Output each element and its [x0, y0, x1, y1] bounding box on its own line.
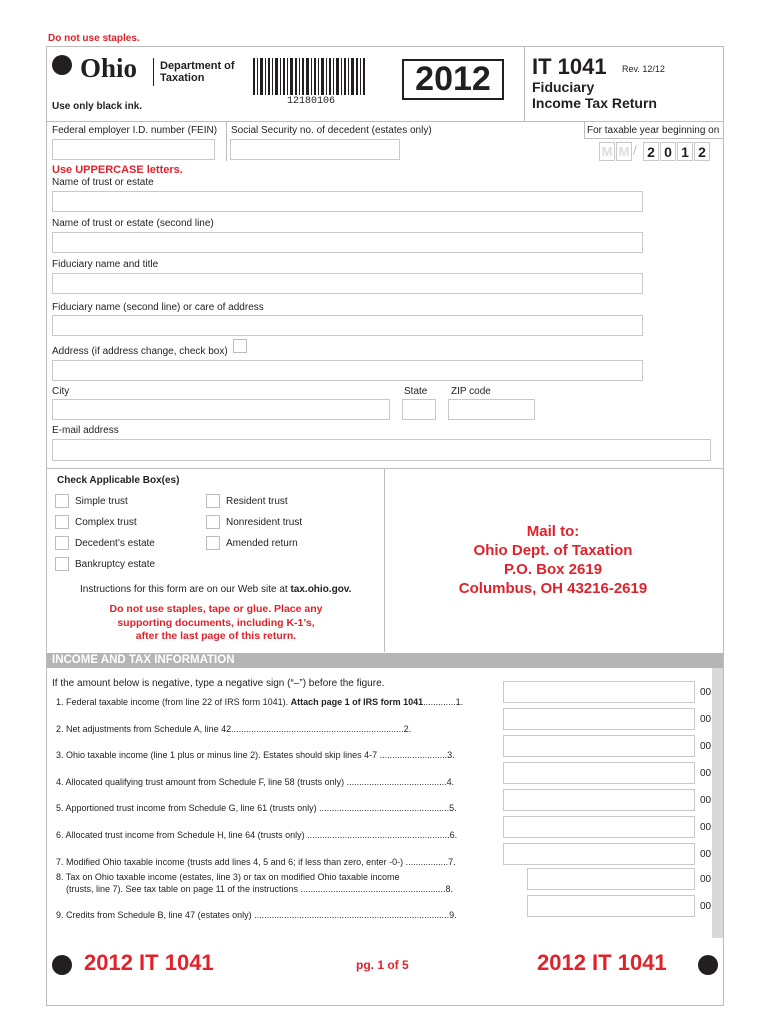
ssn-input[interactable]	[230, 139, 400, 160]
line-1-bold: Attach page 1 of IRS form 1041	[290, 697, 424, 707]
year-digit-text-3: 1	[681, 144, 689, 160]
barcode	[253, 58, 365, 95]
line-8-label-a: 8. Tax on Ohio taxable income (estates, line 3) or tax on modified Ohio taxable income	[56, 872, 400, 882]
line-6-amount[interactable]	[503, 816, 695, 838]
line-4-label: 4. Allocated qualifying trust amount from Schedule F, line 58 (trusts only) ........................................4.	[56, 777, 455, 787]
month-placeholder-1: M	[601, 144, 613, 159]
name2-input[interactable]	[52, 232, 643, 253]
date-slash: /	[633, 143, 637, 158]
ohio-logo: Ohio	[80, 53, 138, 83]
line-9-label: 9. Credits from Schedule B, line 47 (estates only) ..............................................................................9.	[56, 910, 457, 920]
name-input[interactable]	[52, 191, 643, 212]
instructions-site-link[interactable]: tax.ohio.gov.	[290, 584, 352, 595]
fiduciary2-label: Fiduciary name (second line) or care of address	[52, 302, 264, 313]
line-6-label: 6. Allocated trust income from Schedule H, line 64 (trusts only) .........................................................6.	[56, 830, 458, 840]
revision: Rev. 12/12	[622, 64, 665, 74]
fein-input[interactable]	[52, 139, 215, 160]
amended-return-checkbox[interactable]	[206, 536, 220, 550]
resident-trust-checkbox[interactable]	[206, 494, 220, 508]
checkbox-heading: Check Applicable Box(es)	[57, 475, 180, 486]
line-7-label: 7. Modified Ohio taxable income (trusts add lines 4, 5 and 6; if less than zero, enter -0-) .................7.	[56, 857, 456, 867]
line-2-cents: 00	[700, 714, 712, 725]
line-5-amount[interactable]	[503, 789, 695, 811]
city-label: City	[52, 386, 70, 397]
resident-trust-label: Resident trust	[226, 496, 288, 507]
decedents-estate-label: Decedent’s estate	[75, 538, 155, 549]
attachments-note	[48, 603, 384, 644]
taxation-label: Taxation	[160, 72, 205, 84]
identity-bottom-rule	[47, 468, 723, 469]
line-1-pre: 1. Federal taxable income (from line 22 of IRS form 1041).	[56, 697, 291, 707]
fein-label: Federal employer I.D. number (FEIN)	[52, 125, 218, 136]
taxable-year-label: For taxable year beginning on	[587, 125, 720, 136]
year-label: 2012	[415, 60, 491, 98]
address-change-checkbox[interactable]	[233, 339, 247, 353]
name-label: Name of trust or estate	[52, 177, 154, 188]
year-digit-2[interactable]	[660, 142, 676, 161]
form-title-line1: Fiduciary	[532, 79, 595, 95]
line-8-amount[interactable]	[527, 868, 695, 890]
footer-form-id-left: 2012 IT 1041	[84, 950, 214, 975]
right-gray-strip	[712, 668, 723, 938]
city-input[interactable]	[52, 399, 390, 420]
logo-divider	[153, 58, 154, 86]
line-8-cents: 00	[700, 874, 712, 885]
line-2-label: 2. Net adjustments from Schedule A, line 42.....................................................................2.	[56, 724, 412, 734]
footer-form-id-right: 2012 IT 1041	[537, 950, 667, 975]
zip-label: ZIP code	[451, 386, 491, 397]
ssn-label: Social Security no. of decedent (estates only)	[231, 125, 432, 136]
email-input[interactable]	[52, 439, 711, 461]
line-7-cents: 00	[700, 849, 712, 860]
mail-to-line3: P.O. Box 2619	[503, 561, 603, 578]
line-4-amount[interactable]	[503, 762, 695, 784]
mail-to-address	[384, 522, 722, 598]
line-9-amount[interactable]	[527, 895, 695, 917]
fein-divider	[226, 121, 227, 161]
line-3-cents: 00	[700, 741, 712, 752]
black-ink-note: Use only black ink.	[52, 101, 143, 112]
form-title-line2: Income Tax Return	[532, 95, 657, 111]
fiduciary-input[interactable]	[52, 273, 643, 294]
simple-trust-label: Simple trust	[75, 496, 128, 507]
line-8-label-b: (trusts, line 7). See tax table on page 11 of the instructions ..........................................................8.	[66, 884, 453, 894]
department-label: Department of	[160, 60, 235, 72]
month-input-2[interactable]	[616, 142, 632, 161]
year-digit-4[interactable]	[694, 142, 710, 161]
month-placeholder-2: M	[618, 144, 630, 159]
month-input-1[interactable]	[599, 142, 615, 161]
line-5-label: 5. Apportioned trust income from Schedule G, line 61 (trusts only) ....................................................5.	[56, 803, 457, 813]
line-1-cents: 00	[700, 687, 712, 698]
nonresident-trust-label: Nonresident trust	[226, 517, 303, 528]
amended-return-label: Amended return	[226, 538, 298, 549]
name2-label: Name of trust or estate (second line)	[52, 218, 214, 229]
line-5-cents: 00	[700, 795, 712, 806]
income-heading: INCOME AND TAX INFORMATION	[52, 654, 235, 666]
line-4-cents: 00	[700, 768, 712, 779]
instructions-prefix: Instructions for this form are on our Web site at	[80, 584, 291, 595]
attachments-note-line2: supporting documents, including K-1’s,	[117, 616, 315, 629]
line-6-cents: 00	[700, 822, 712, 833]
fiduciary2-input[interactable]	[52, 315, 643, 336]
negative-note: If the amount below is negative, type a negative sign (“–”) before the figure.	[52, 678, 385, 689]
footer-page-number: pg. 1 of 5	[356, 958, 409, 972]
nonresident-trust-checkbox[interactable]	[206, 515, 220, 529]
address-label: Address (if address change, check box)	[52, 346, 228, 357]
line-1-amount[interactable]	[503, 681, 695, 703]
registration-mark-bottom-right	[698, 955, 718, 975]
mail-to-line1: Mail to:	[526, 523, 580, 540]
attachments-note-line3: after the last page of this return.	[135, 630, 297, 642]
line-7-amount[interactable]	[503, 843, 695, 865]
state-label: State	[404, 386, 428, 397]
line-1-post: .............1.	[423, 697, 464, 707]
mail-to-line4: Columbus, OH 43216-2619	[458, 580, 648, 597]
fiduciary-label: Fiduciary name and title	[52, 259, 159, 270]
year-digit-1[interactable]	[643, 142, 659, 161]
line-3-amount[interactable]	[503, 735, 695, 757]
mail-to-line2: Ohio Dept. of Taxation	[473, 542, 633, 559]
complex-trust-checkbox[interactable]	[55, 515, 69, 529]
form-number: IT 1041	[532, 54, 607, 79]
registration-mark-bottom-left	[52, 955, 72, 975]
line-2-amount[interactable]	[503, 708, 695, 730]
attachments-note-line1: Do not use staples, tape or glue. Place any	[109, 603, 323, 615]
zip-input[interactable]	[448, 399, 535, 420]
instructions-note	[80, 584, 351, 595]
line-3-label: 3. Ohio taxable income (line 1 plus or minus line 2). Estates should skip lines 4-7 ...........................3.	[56, 750, 455, 760]
year-digit-text-2: 0	[664, 144, 672, 160]
year-digit-text-1: 2	[647, 144, 655, 160]
decedents-estate-checkbox[interactable]	[55, 536, 69, 550]
simple-trust-checkbox[interactable]	[55, 494, 69, 508]
state-input[interactable]	[402, 399, 436, 420]
uppercase-note: Use UPPERCASE letters.	[52, 164, 183, 176]
staples-warning: Do not use staples.	[48, 33, 140, 44]
year-digit-3[interactable]	[677, 142, 693, 161]
bankruptcy-estate-checkbox[interactable]	[55, 557, 69, 571]
email-label: E-mail address	[52, 425, 119, 436]
complex-trust-label: Complex trust	[75, 517, 137, 528]
barcode-number: 12180106	[287, 96, 336, 107]
line-9-cents: 00	[700, 901, 712, 912]
line-1-label	[56, 697, 463, 707]
year-digit-text-4: 2	[698, 144, 706, 160]
registration-mark-top-left	[52, 55, 72, 75]
header-divider	[524, 47, 525, 121]
bankruptcy-estate-label: Bankruptcy estate	[75, 559, 156, 570]
address-input[interactable]	[52, 360, 643, 381]
